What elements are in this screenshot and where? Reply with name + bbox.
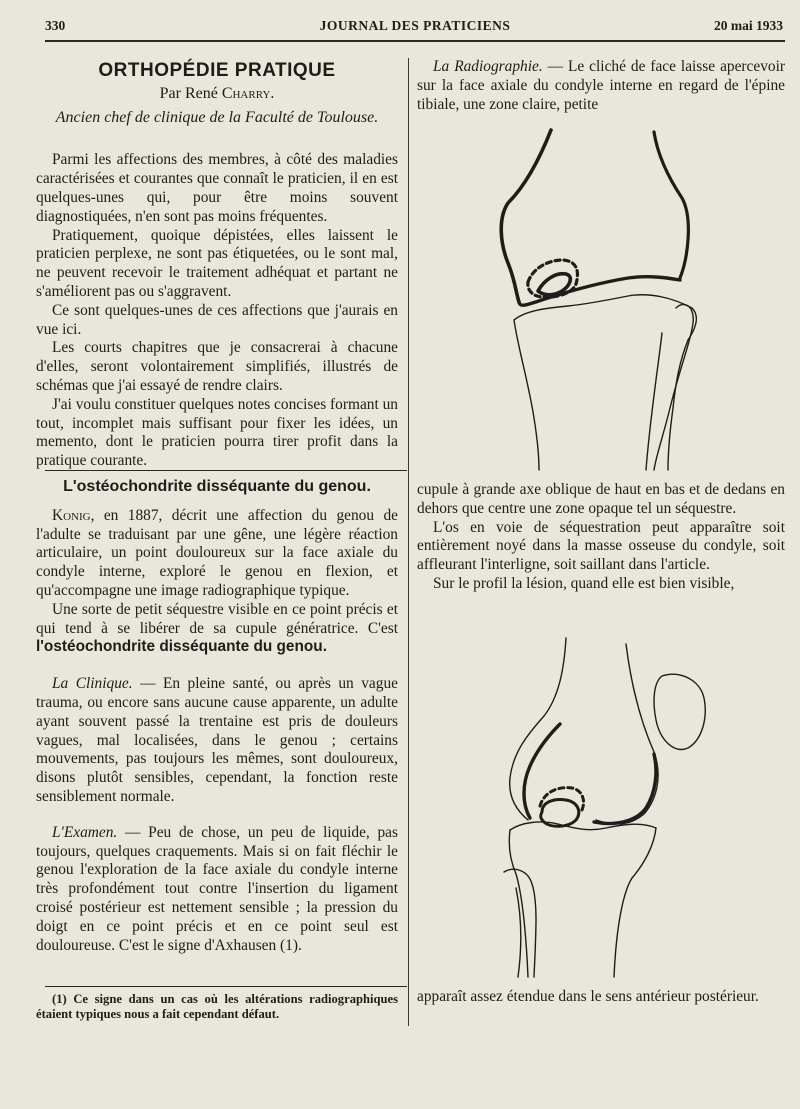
byline-prefix: Par René <box>159 84 222 102</box>
knee-frontal-schema <box>418 118 788 478</box>
intro-paragraph: J'ai voulu constituer quelques notes concises formant un tout, incomplet mais suffisant pour fixer les idées, un memento, dont le praticien pourra tirer profit dans la pratique courante. <box>36 395 398 470</box>
fibula-outline <box>516 888 521 977</box>
issue-date: 20 mai 1933 <box>714 18 783 33</box>
clinique-label: La Clinique. <box>52 675 133 693</box>
intro-paragraph: Ce sont quelques-unes de ces affections que j'aurais en vue ici. <box>36 301 398 338</box>
cupule-paragraph: cupule à grande axe oblique de haut en bas et de dedans en dehors que centre une zone opaque tel un séquestre. <box>417 481 785 517</box>
journal-title: JOURNAL DES PRATICIENS <box>319 18 511 33</box>
konig-paragraph: Konig, en 1887, décrit une affection du genou de l'adulte se traduisant par une gêne, une légère réaction articulaire, un point douloureux sur la face axiale du condyle interne, exploré le genou en flexion, et qu'accompagne une image radiographique typique. <box>36 506 398 599</box>
page-number: 330 <box>45 18 66 33</box>
header-rule <box>45 40 785 42</box>
femur-outline <box>654 132 688 278</box>
author-surname: Charry. <box>221 84 275 102</box>
subsection-title: L'ostéochondrite disséquante du genou. <box>63 478 371 495</box>
radiographie-paragraph: La Radiographie. — Le cliché de face laisse apercevoir sur la face axiale du condyle interne en regard de l'épine tibiale, une zone claire, petite <box>417 58 785 113</box>
intro-paragraph: Les courts chapitres que je consacrerai à chacune d'elles, seront volontairement simplifiés, illustrés de schémas que j'ai essayé de rendre clairs. <box>36 339 398 394</box>
byline <box>36 85 398 104</box>
os-paragraph: L'os en voie de séquestration peut apparaître soit entièrement noyé dans la masse osseuse du condyle, soit affleurant l'interligne, soit saillant dans l'article. <box>417 518 785 574</box>
right-column-bottom <box>417 988 785 1007</box>
femur-shaft <box>596 644 658 824</box>
condyle-outline <box>594 754 656 823</box>
section-title: ORTHOPÉDIE PRATIQUE <box>98 60 336 81</box>
intro-paragraph: Parmi les affections des membres, à côté des maladies caractérisées et courantes que connaît le praticien, il en est quelques-unes qui, pour être moins souvent diagnostiquées, n'en sont pas moins fréquentes. <box>36 151 398 225</box>
tibia-plateau <box>510 822 656 830</box>
radiographie-label: La Radiographie. <box>433 58 543 75</box>
profil-paragraph: Sur le profil la lésion, quand elle est bien visible, <box>433 574 735 592</box>
footnote: (1) Ce signe dans un cas où les altérations radiographiques étaient typiques nous a fait cependant défaut. <box>36 992 398 1021</box>
running-header <box>45 18 785 40</box>
femur-outline <box>501 130 551 302</box>
footnote-rule <box>45 986 407 987</box>
fibula-outline <box>646 333 662 470</box>
column-divider <box>408 58 409 1026</box>
knee-lateral-schema <box>418 632 788 987</box>
right-column-top <box>417 58 785 114</box>
apparait-paragraph: apparaît assez étendue dans le sens antérieur postérieur. <box>417 988 759 1005</box>
affiliation: Ancien chef de clinique de la Faculté de Toulouse. <box>55 108 379 126</box>
fibula-outline <box>654 304 693 470</box>
examen-paragraph: L'Examen. — Peu de chose, un peu de liquide, pas toujours, quelques craquements. Mais si on fait fléchir le genou l'exploration de la face axiale du condyle interne très profondément tout contre l'insertion du ligament croisé postérieur est nettement sensible ; la pression du doigt en ce point précis et en ce point seul est douloureuse. C'est le signe d'Axhausen (1). <box>36 823 398 954</box>
intro-paragraph: Pratiquement, quoique dépistées, elles laissent le praticien perplexe, ne sont pas étiquetées, ou le sont mal, ne peuvent recevoir le traitement adhéquat et partant ne s'améliorent pas ou s'aggravent. <box>36 226 398 300</box>
konig-name: Konig <box>52 506 91 524</box>
left-column-intro <box>36 62 398 471</box>
tibia-outline <box>614 828 656 977</box>
patella-outline <box>654 674 705 749</box>
examen-label: L'Examen. <box>52 823 118 841</box>
tibia-outline <box>514 320 539 470</box>
femur-shaft <box>510 638 566 820</box>
sequestre-paragraph: Une sorte de petit séquestre visible en ce point précis et qui tend à se libérer de sa cupule génératrice. C'est l'ostéochondrite disséquante du genou. <box>36 600 398 656</box>
right-column-middle <box>417 481 785 594</box>
left-column-subsection <box>36 478 398 955</box>
disease-name-bold: l'ostéochondrite disséquante du genou. <box>36 638 327 656</box>
clinique-paragraph: La Clinique. — En pleine santé, ou après un vague trauma, ou encore sans aucune cause apparente, un adulte ayant souvent passé la trentaine est pris de douleurs vagues, mal localisées, dans le genou ; certains mouvements, pas toujours les mêmes, sont douloureux, disons plutôt sensibles, cependant, la fonction reste sensiblement normale. <box>36 675 398 805</box>
